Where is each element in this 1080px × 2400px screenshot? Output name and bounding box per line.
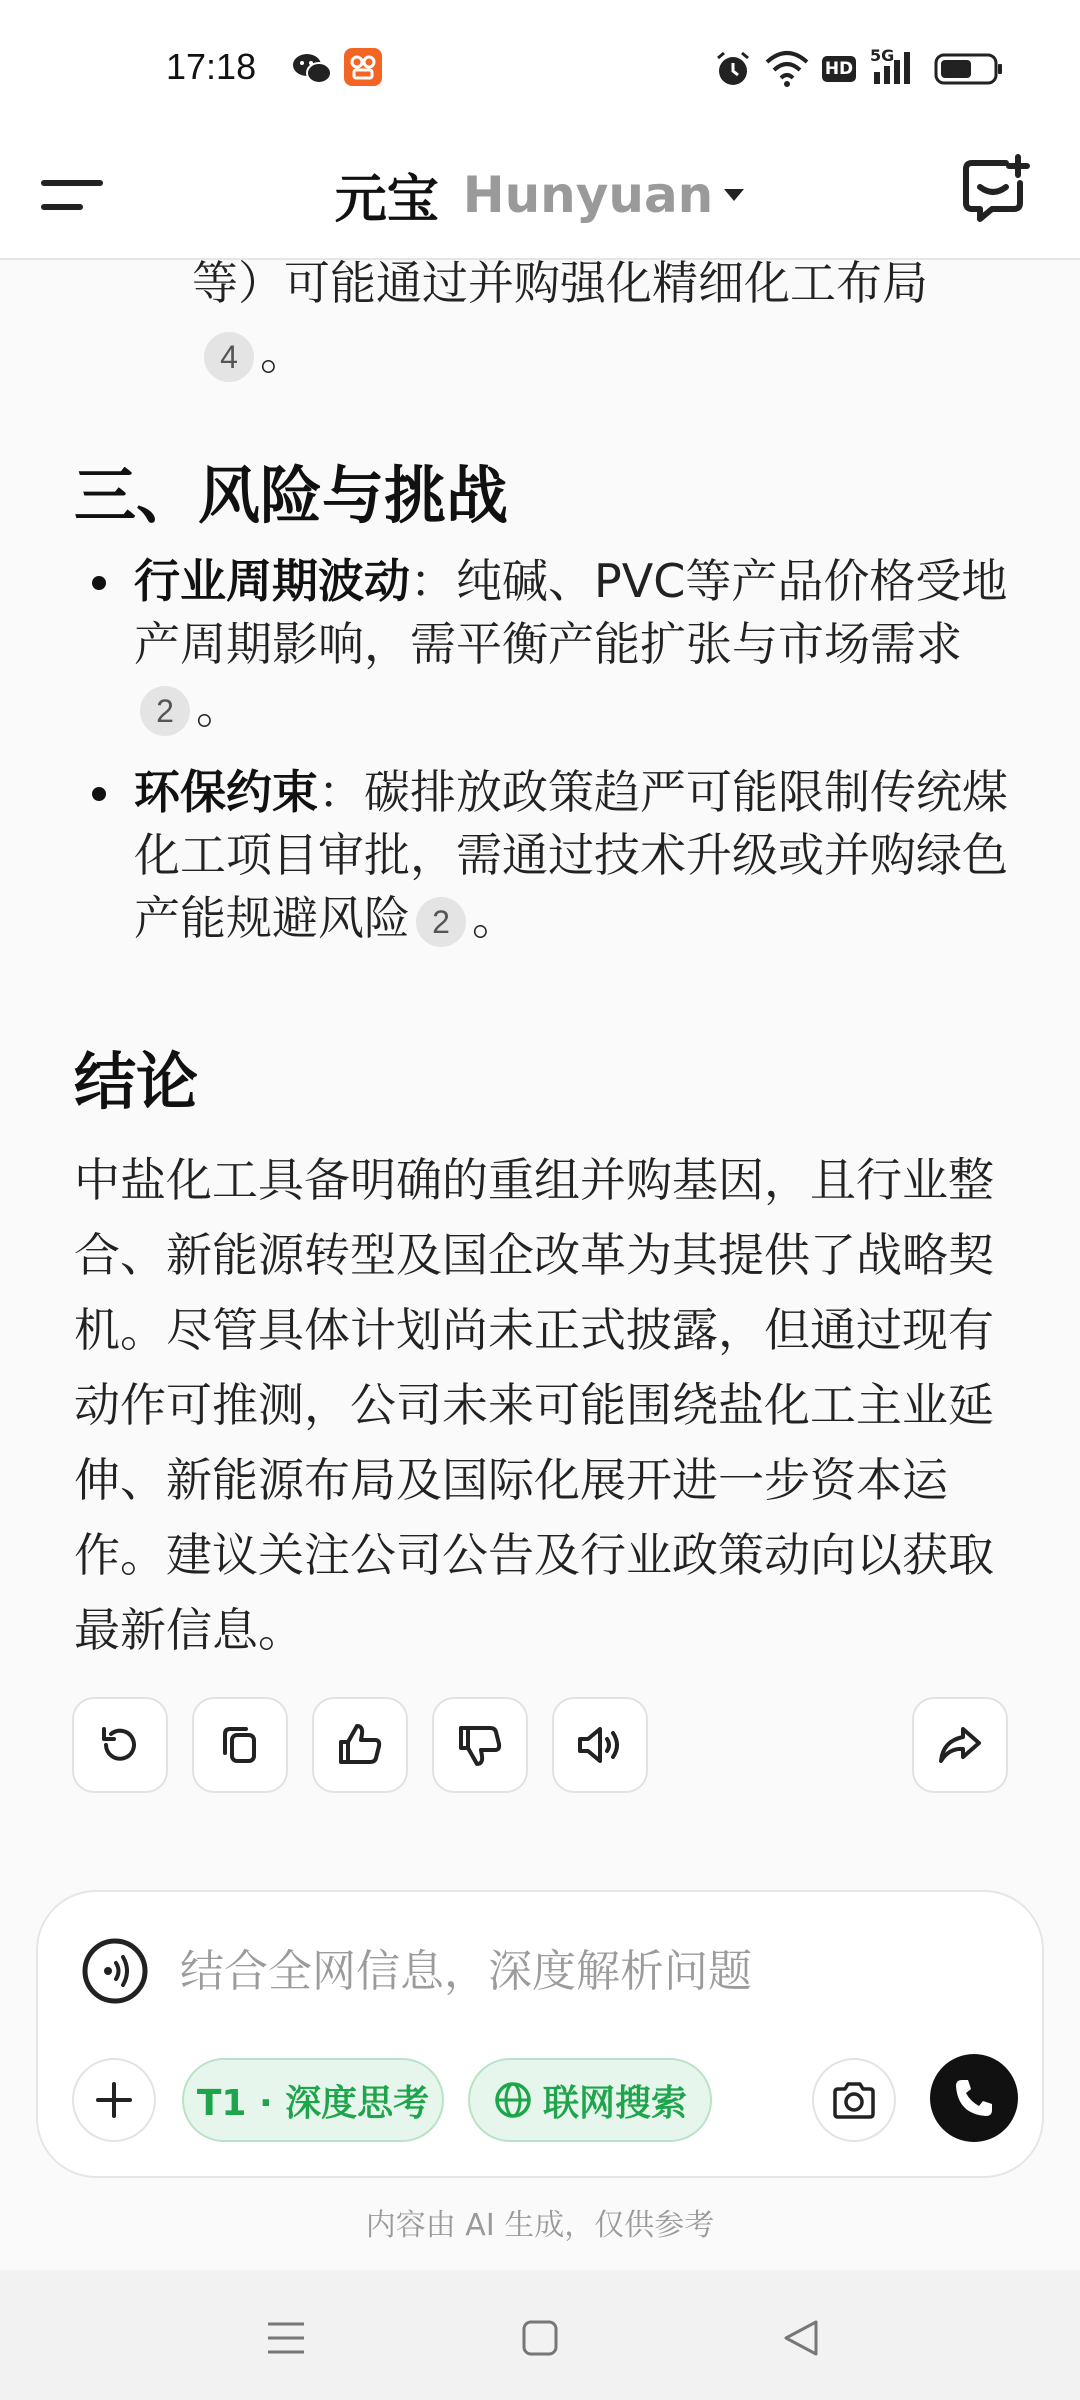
regenerate-button[interactable] (72, 1697, 168, 1793)
thumbs-up-icon (335, 1720, 385, 1770)
alarm-icon (714, 50, 752, 88)
read-aloud-button[interactable] (552, 1697, 648, 1793)
app-title: 元宝 (334, 170, 439, 230)
citation-badge[interactable]: 2 (140, 686, 190, 736)
bullet-text: 纯碱、PVC等产品价格受地产周期影响，需平衡产能扩张与市场需求 (134, 554, 1008, 671)
plus-icon (94, 2080, 134, 2120)
partial-paragraph (192, 260, 928, 388)
new-chat-button[interactable] (960, 153, 1032, 225)
title-group (0, 157, 1080, 232)
regenerate-icon (96, 1721, 144, 1769)
new-chat-icon (960, 153, 1032, 225)
camera-icon (831, 2080, 877, 2120)
conclusion-paragraph: 中盐化工具备明确的重组并购基因，且行业整合、新能源转型及国企改革为其提供了战略契机。尽管具体计划尚未正式披露，但通过现有动作可推测，公司未来可能围绕盐化工主业延伸、新能源布局及国际化展开进一步资本运作。建议关注公司公告及行业政策动向以获取最新信息。 (74, 1153, 994, 1657)
globe-icon (493, 2080, 533, 2120)
web-search-label: 联网搜索 (542, 2082, 687, 2124)
status-time: 17:18 (166, 46, 257, 87)
bullet-dot (92, 787, 106, 801)
voice-input-icon[interactable] (80, 1936, 150, 2006)
read-aloud-icon (574, 1721, 626, 1769)
app-header (0, 135, 1080, 260)
share-button[interactable] (912, 1697, 1008, 1793)
prompt-input[interactable] (180, 1934, 980, 2008)
citation-badge[interactable]: 4 (204, 332, 254, 382)
punctuation: 。 (260, 326, 306, 380)
copy-icon (216, 1721, 264, 1769)
system-nav-bar (0, 2270, 1080, 2400)
5g-signal-icon (870, 46, 924, 86)
chevron-down-icon[interactable] (723, 187, 745, 203)
chat-content (0, 260, 1080, 1880)
nav-home-button[interactable] (510, 2308, 570, 2368)
message-composer (36, 1890, 1044, 2178)
attach-button[interactable] (72, 2058, 156, 2142)
bullet-separator: ： (318, 765, 364, 819)
citation-badge[interactable]: 2 (416, 897, 466, 947)
bullet-term: 行业周期波动 (134, 554, 410, 608)
conclusion-heading: 结论 (74, 1045, 199, 1118)
punctuation: 。 (196, 680, 242, 734)
phone-icon (952, 2076, 996, 2120)
web-search-toggle[interactable] (468, 2058, 712, 2142)
dislike-button[interactable] (432, 1697, 528, 1793)
list-item (74, 761, 1014, 950)
camera-button[interactable] (812, 2058, 896, 2142)
message-actions (0, 1697, 1080, 1793)
nav-menu-button[interactable] (256, 2308, 316, 2368)
deep-think-label: T1 · 深度思考 (196, 2082, 430, 2124)
status-bar (0, 0, 1080, 135)
signal-label: 5G (870, 46, 895, 65)
thumbs-down-icon (455, 1720, 505, 1770)
bullet-term: 环保约束 (134, 765, 318, 819)
share-icon (935, 1721, 985, 1769)
partial-line: 等）可能通过并购强化精细化工布局 (192, 260, 928, 310)
model-selector[interactable]: Hunyuan (462, 165, 714, 224)
bullet-text: 碳排放政策趋严可能限制传统煤化工项目审批，需通过技术升级或并购绿色产能规避风险 (134, 765, 1008, 945)
wechat-icon (292, 52, 332, 86)
list-item (74, 550, 1014, 739)
copy-button[interactable] (192, 1697, 288, 1793)
recent-apps-icon (264, 2318, 308, 2358)
deep-think-toggle[interactable] (182, 2058, 444, 2142)
battery-icon (934, 52, 1004, 86)
ai-disclaimer: 内容由 AI 生成，仅供参考 (365, 2208, 715, 2243)
section-heading: 三、风险与挑战 (74, 459, 509, 532)
wifi-icon (764, 50, 810, 88)
home-icon (520, 2318, 560, 2358)
punctuation: 。 (472, 891, 518, 945)
nav-back-button[interactable] (772, 2308, 832, 2368)
risk-bullet-list (74, 550, 1014, 972)
voice-call-button[interactable] (930, 2054, 1018, 2142)
hd-icon: HD (822, 56, 856, 82)
app-notification-icon (344, 48, 382, 86)
bullet-dot (92, 576, 106, 590)
bullet-separator: ： (410, 554, 456, 608)
back-icon (782, 2318, 822, 2358)
like-button[interactable] (312, 1697, 408, 1793)
